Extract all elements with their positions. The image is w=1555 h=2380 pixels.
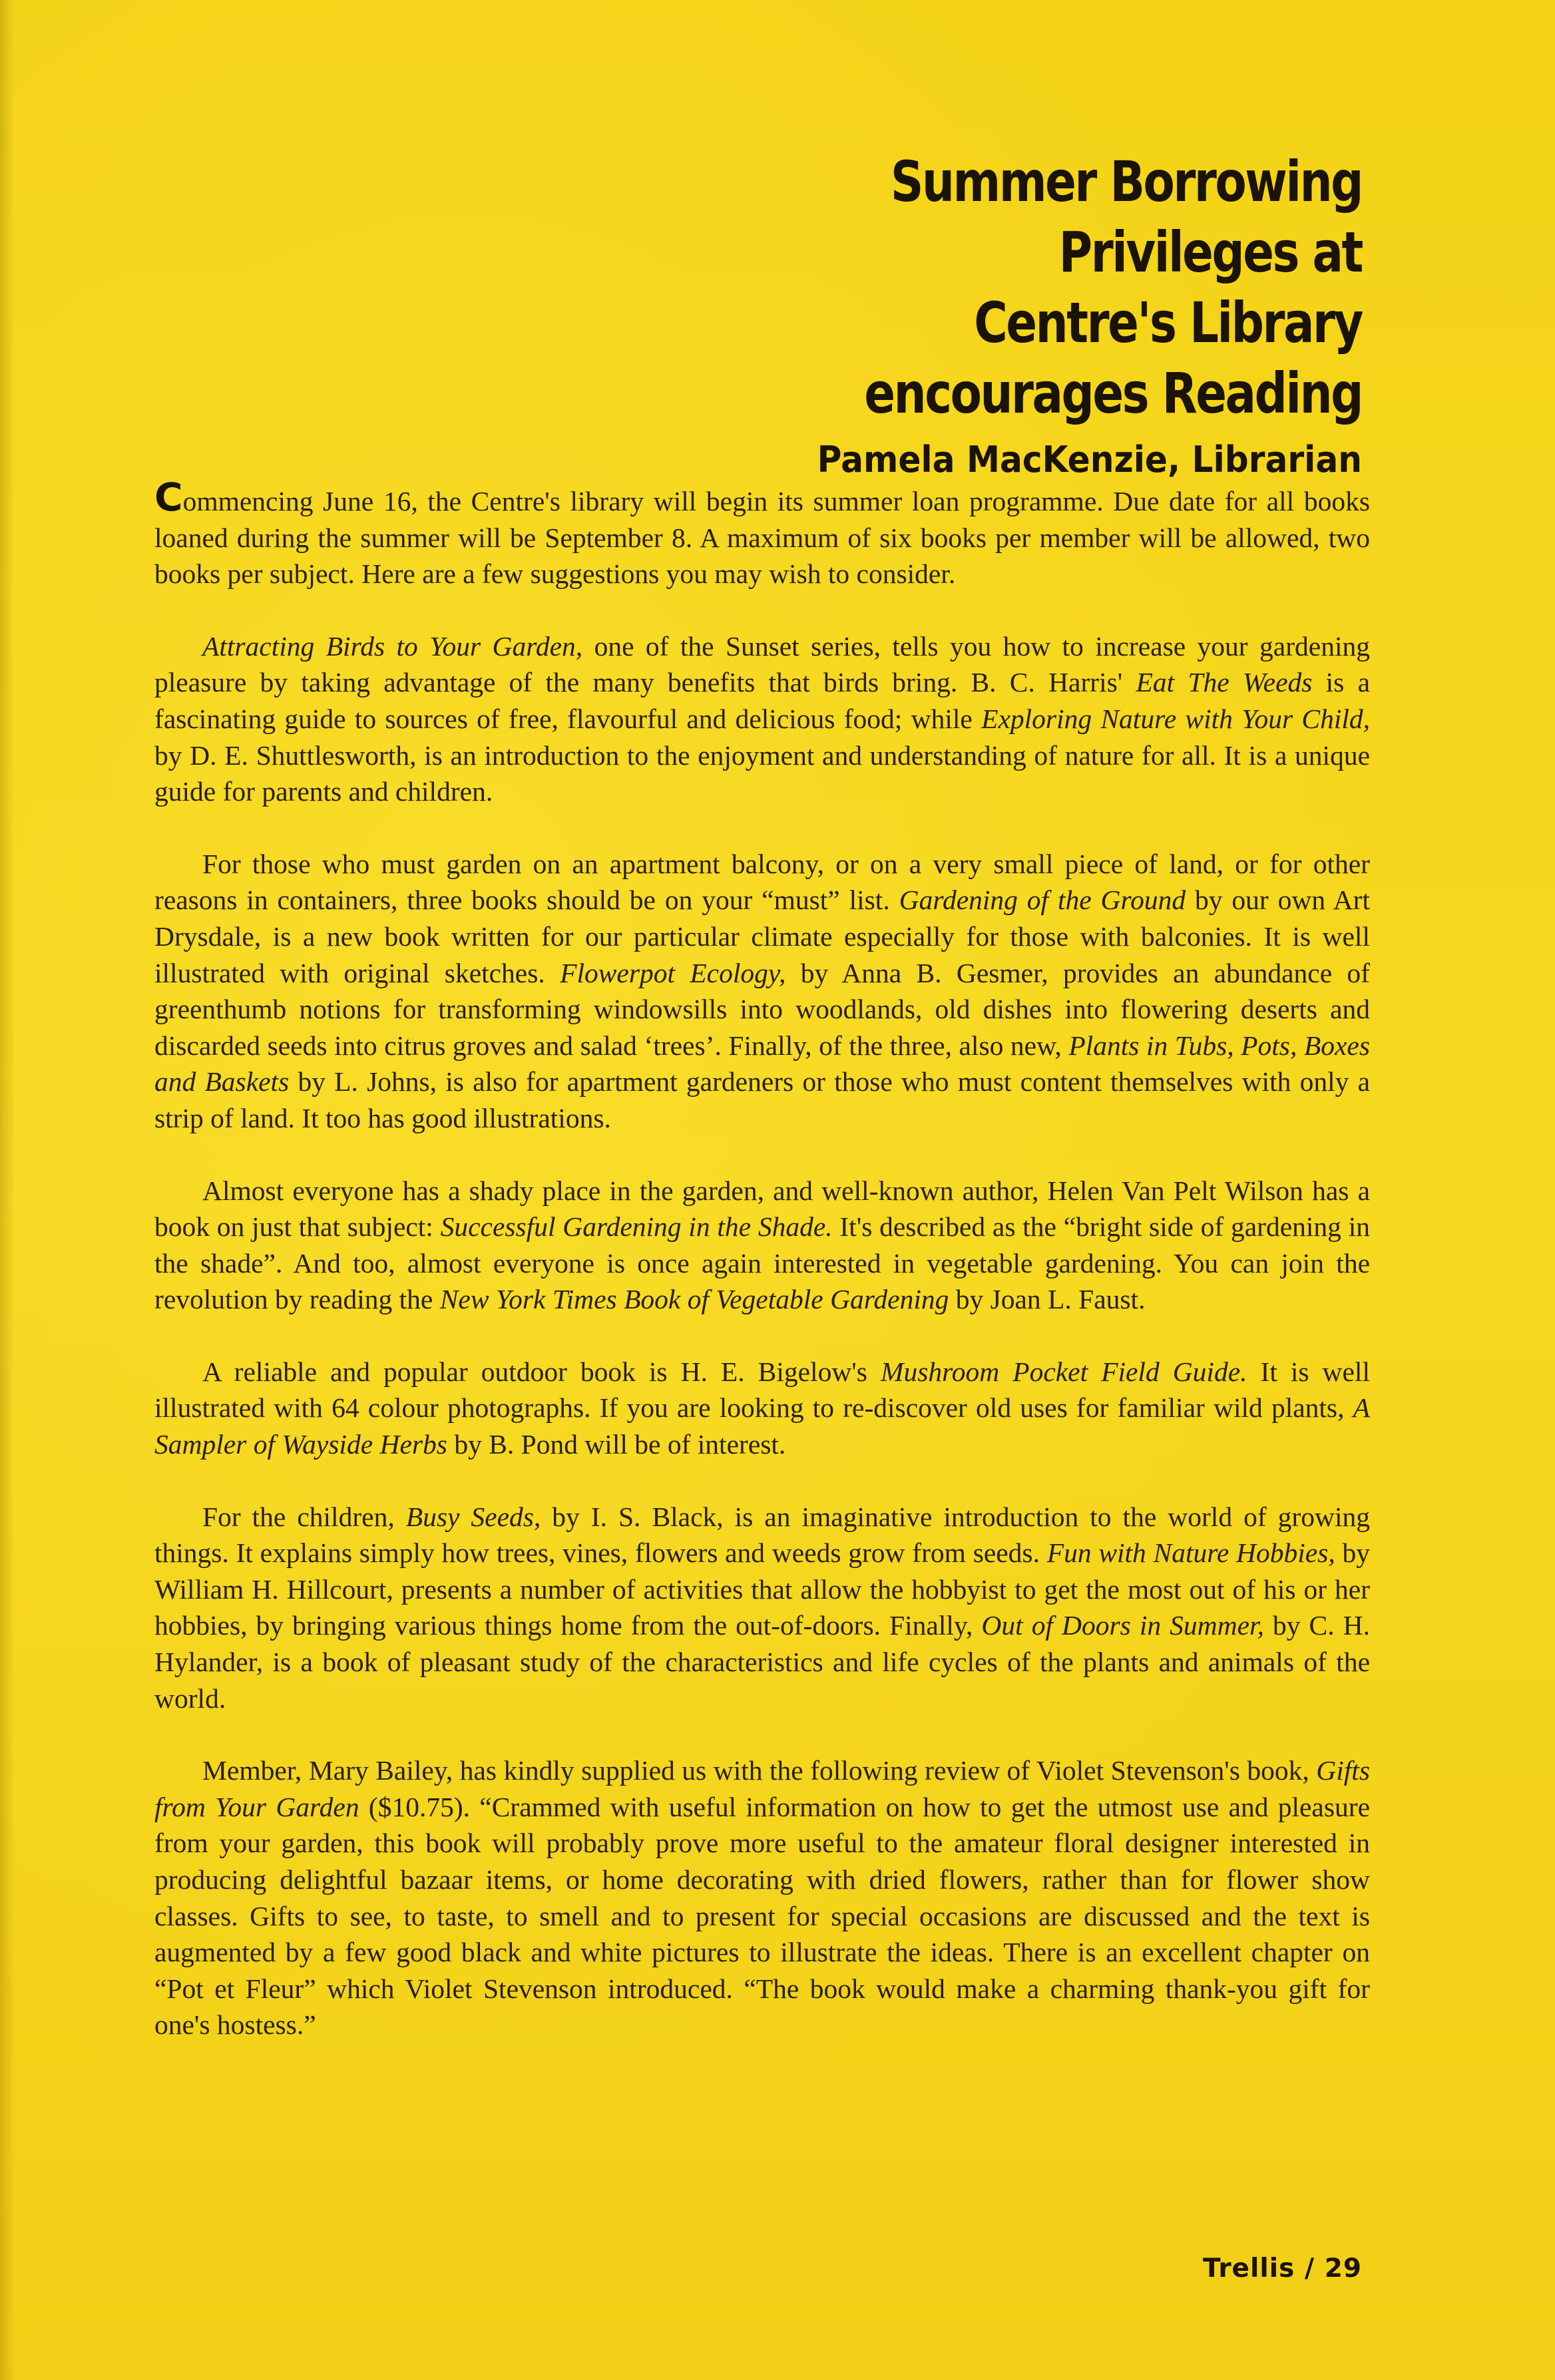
article-title-line-3: Centre's Library xyxy=(974,290,1362,355)
paragraph-text: by Anna B. Gesmer, provides an abundance of greenthumb notions for transforming windowsills into woodlands, old dishes into flowering deserts and discarded seeds into citrus groves and salad ‘trees’. Finally, of the three, also new, xyxy=(154,957,1371,1061)
paragraph-text: by I. S. Black, is an imaginative introduction to the world of growing things. It explains simply how trees, vines, flowers and weeds grow from seeds. xyxy=(154,1501,1370,1569)
book-title: Busy Seeds, xyxy=(405,1501,541,1532)
book-title: Eat The Weeds xyxy=(1136,667,1313,698)
paragraph-text: one of the Sunset series, tells you how to increase your gardening pleasure by taking advantage of the many benefits that birds bring. B. C. Harris' xyxy=(154,630,1370,698)
book-title: A Sampler of Wayside Herbs xyxy=(154,1392,1370,1460)
paragraph-text: by William H. Hillcourt, presents a number of activities that allow the hobbyist to get the most out of his or her hobbies, by bringing various things home from the out-of-doors. Finally, xyxy=(154,1537,1371,1641)
article-title-line-1: Summer Borrowing xyxy=(890,149,1362,214)
paragraph-text: ($10.75). “Crammed with useful information on how to get the utmost use and pleasure from your garden, this book will probably prove more useful to the amateur floral designer interested in producing delightful bazaar items, or home decorating with dried flowers, rather than for flower show classes. Gifts to see, to taste, to smell and to present for special occasions are discussed and the text is augmented by a few good black and white pictures to illustrate the ideas. There is an excellent chapter on “Pot et Fleur” which Violet Stevenson introduced. “The book would make a charming thank-you gift for one's hostess.” xyxy=(154,1791,1370,2041)
paragraph-text: For the children, xyxy=(202,1501,406,1532)
page-footer-folio: Trellis / 29 xyxy=(1203,2254,1362,2283)
paragraph-text: Almost everyone has a shady place in the garden, and well-known author, Helen Van Pelt Wilson has a book on just that subject: xyxy=(154,1175,1370,1243)
book-title: Successful Gardening in the Shade. xyxy=(440,1211,833,1243)
paragraph-text: It's described as the “bright side of gardening in the shade”. And too, almost everyone is once again interested in vegetable gardening. You can join the revolution by reading the xyxy=(154,1211,1370,1315)
paragraph-text: by C. H. Hylander, is a book of pleasant study of the characteristics and life cycles of the plants and animals of the world. xyxy=(154,1610,1370,1714)
paragraph-text: Member, Mary Bailey, has kindly supplied us with the following review of Violet Stevenson's book, xyxy=(202,1755,1317,1786)
article-header xyxy=(563,146,1362,483)
article-body xyxy=(154,475,1371,2079)
paragraph-text: by our own Art Drysdale, is a new book written for our particular climate especially for those with balconies. It is well illustrated with original sketches. xyxy=(154,885,1371,988)
book-title: Gardening of the Ground xyxy=(899,885,1186,916)
paragraph-text: For those who must garden on an apartment balcony, or on a very small piece of land, or for other reasons in containers, three books should be on your “must” list. xyxy=(154,848,1370,916)
paragraph-birds xyxy=(154,628,1370,810)
paragraph-balcony xyxy=(154,846,1370,1137)
paragraph-text: It is well illustrated with 64 colour photographs. If you are looking to re-discover old uses for familiar wild plants, xyxy=(154,1356,1370,1424)
paragraph-text: ommencing June 16, the Centre's library will begin its summer loan programme. Due date for all books loaned during the summer will be September 8. A maximum of six books per member will be allowed, two books per subject. Here are a few suggestions you may wish to consider. xyxy=(154,486,1370,590)
book-title: Plants in Tubs, Pots, Boxes and Baskets xyxy=(154,1030,1370,1097)
article-title-line-2: Privileges at xyxy=(1058,220,1362,285)
paragraph-text: by B. Pond will be of interest. xyxy=(447,1429,786,1460)
paragraph-review xyxy=(154,1752,1370,2043)
paragraph-text: by L. Johns, is also for apartment gardeners or those who must content themselves with only a strip of land. It too has good illustrations. xyxy=(154,1066,1370,1133)
paragraph-outdoor xyxy=(154,1354,1370,1463)
article-byline: Pamela MacKenzie, Librarian xyxy=(817,439,1362,481)
book-title: Mushroom Pocket Field Guide. xyxy=(880,1356,1247,1387)
paragraph-text: is a fascinating guide to sources of free, flavourful and delicious food; while xyxy=(154,667,1370,734)
book-title: Flowerpot Ecology, xyxy=(560,957,786,988)
article-title-line-4: encourages Reading xyxy=(864,361,1362,426)
book-title: Exploring Nature with Your Child, xyxy=(981,703,1371,734)
paragraph-intro xyxy=(154,475,1370,592)
paragraph-text: by Joan L. Faust. xyxy=(949,1284,1146,1315)
book-title: Attracting Birds to Your Garden, xyxy=(202,630,583,662)
page-edge-shadow xyxy=(0,0,15,2380)
drop-cap: C xyxy=(154,475,183,520)
paragraph-shade xyxy=(154,1173,1370,1318)
book-title: Gifts from Your Garden xyxy=(154,1755,1370,1822)
book-title: New York Times Book of Vegetable Gardening xyxy=(439,1284,949,1315)
book-title: Out of Doors in Summer, xyxy=(981,1610,1264,1641)
paragraph-text: by D. E. Shuttlesworth, is an introduction to the enjoyment and understanding of nature for all. It is a unique guide for parents and children. xyxy=(154,739,1370,807)
paragraph-text: A reliable and popular outdoor book is H. E. Bigelow's xyxy=(202,1356,881,1387)
paragraph-children xyxy=(154,1499,1370,1717)
book-title: Fun with Nature Hobbies, xyxy=(1046,1537,1335,1569)
